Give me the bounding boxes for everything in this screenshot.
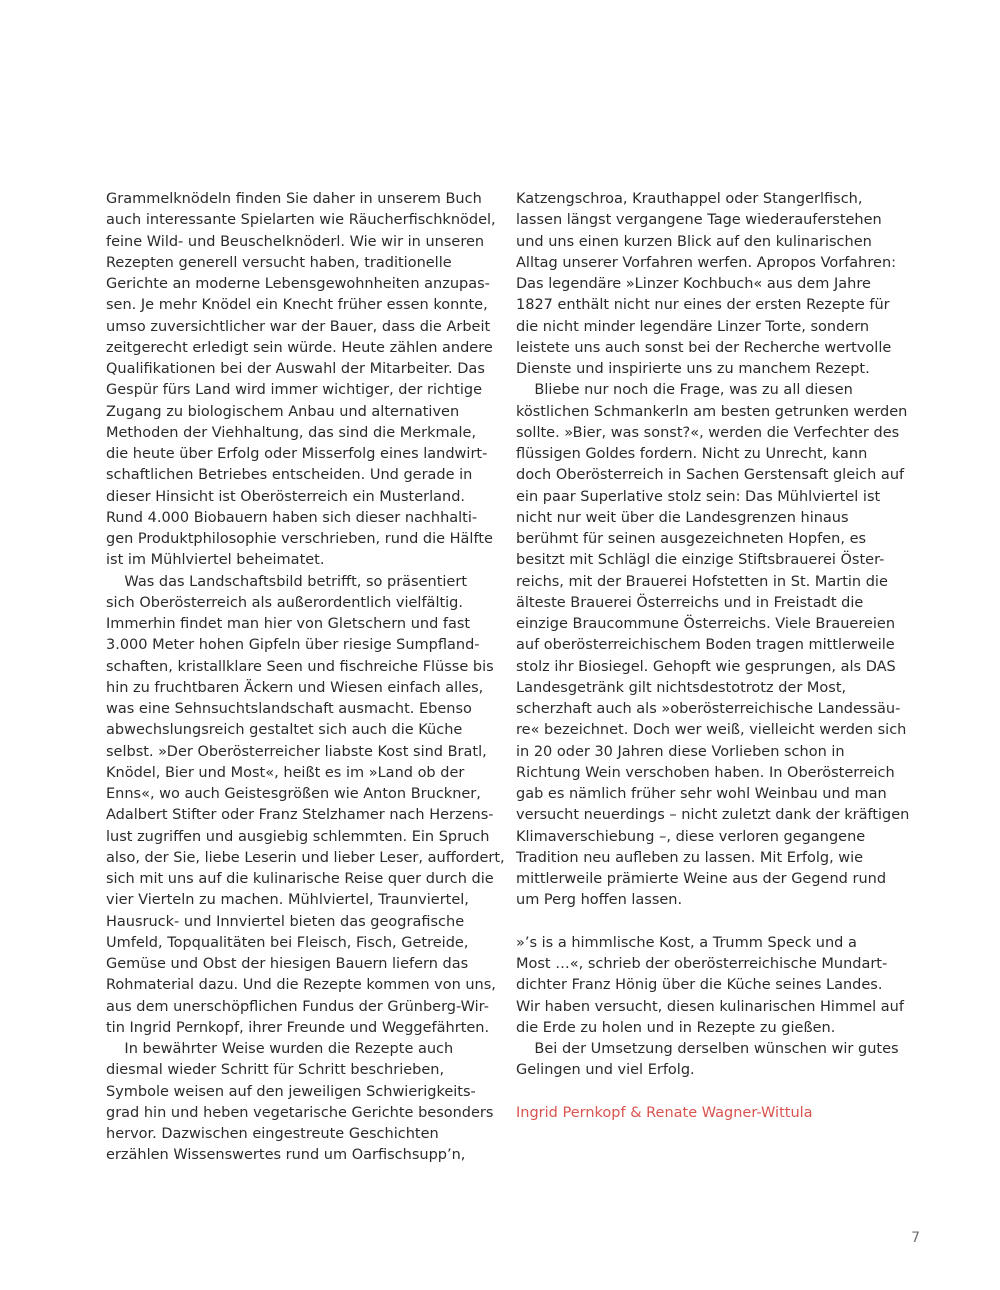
left_column-text-line: sich Oberösterreich als außerordentlich vielfältig. (106, 594, 463, 611)
left_column-text-line: Umfeld, Topqualitäten bei Fleisch, Fisch, Getreide, (106, 934, 469, 951)
left_column-text-line: hervor. Dazwischen eingestreute Geschichten (106, 1126, 439, 1142)
left_column-text-line: diesmal wieder Schritt für Schritt beschrieben, (106, 1062, 445, 1079)
left_column-text-line: In bewährter Weise wurden die Rezepte auch (106, 1041, 454, 1057)
right_column-text-line: Klimaverschiebung –, diese verloren gegangene (516, 828, 866, 845)
left_column-text-line: Gerichte an moderne Lebensgewohnheiten anzupas- (106, 276, 490, 292)
right_column-text-line: die Erde zu holen und in Rezepte zu gießen. (516, 1019, 836, 1036)
left_column-text-line: erzählen Wissenswertes rund um Oarfischsupp’n, (106, 1147, 466, 1164)
right_column-text-line: nicht nur weit über die Landesgrenzen hinaus (516, 509, 849, 526)
author-signature: Ingrid Pernkopf & Renate Wagner-Wittula (516, 1104, 813, 1121)
right_column-text-line: versucht neuerdings – nicht zuletzt dank der kräftigen (516, 807, 910, 824)
right_column-text-line: dichter Franz Hönig über die Küche seines Landes. (516, 977, 883, 994)
left_column-text-line: also, der Sie, liebe Leserin und lieber Leser, auffordert, (106, 849, 505, 866)
left_column-text-line: Zugang zu biologischem Anbau und alternativen (106, 403, 460, 420)
right_column-text-line: Bei der Umsetzung derselben wünschen wir gutes (516, 1041, 899, 1057)
right_column-text-line: Wir haben versucht, diesen kulinarischen Himmel auf (516, 998, 904, 1015)
right_column-text-line: ein paar Superlative stolz sein: Das Mühlviertel ist (516, 488, 881, 505)
right_column-text-line: lassen längst vergangene Tage wiederauferstehen (516, 212, 882, 229)
right_column-text-line: reichs, mit der Brauerei Hofstetten in St. Martin die (516, 573, 888, 590)
right_column-text-line: re« bezeichnet. Doch wer weiß, vielleicht werden sich (516, 722, 907, 739)
left_column-text-line: sen. Je mehr Knödel ein Knecht früher essen konnte, (106, 297, 488, 314)
page-number: 7 (911, 1230, 920, 1246)
left_column-text-line: umso zuversichtlicher war der Bauer, dass die Arbeit (106, 318, 491, 335)
left_column-text-line: Immerhin findet man hier von Gletschern und fast (106, 616, 471, 632)
left_column-text-line: schaftlichen Betriebes entscheiden. Und gerade in (106, 467, 473, 484)
left_column-text-line: grad hin und heben vegetarische Gerichte besonders (106, 1104, 494, 1121)
right_column-text-line: stolz ihr Biosiegel. Gehopft wie gesprungen, als DAS (516, 658, 896, 675)
right_column-text-line: besitzt mit Schlägl die einzige Stiftsbrauerei Öster- (516, 552, 885, 569)
right_column-text-line: in 20 oder 30 Jahren diese Vorlieben schon in (516, 743, 845, 760)
left_column-text-line: Rohmaterial dazu. Und die Rezepte kommen von uns, (106, 977, 496, 994)
left_column-text-line: hin zu fruchtbaren Äckern und Wiesen einfach alles, (106, 679, 484, 696)
right_column-text-line: »’s is a himmlische Kost, a Trumm Speck und a (516, 934, 857, 951)
right_column-text-line: Dienste und inspirierte uns zu manchem Rezept. (516, 361, 870, 377)
right_column-text-line: köstlichen Schmankerln am besten getrunken werden (516, 403, 908, 420)
right_column-text-line: Alltag unserer Vorfahren werfen. Apropos Vorfahren: (516, 254, 897, 271)
left_column-text-line: Adalbert Stifter oder Franz Stelzhamer nach Herzens- (106, 807, 494, 824)
left_column-text-line: Symbole weisen auf den jeweiligen Schwierigkeits- (106, 1083, 476, 1100)
right_column-text-line: leistete uns auch sonst bei der Recherche wertvolle (516, 339, 892, 356)
right-text-lines (516, 189, 908, 1103)
right_column-text-line: Gelingen und viel Erfolg. (516, 1062, 695, 1079)
right_column-text-line: sollte. »Bier, was sonst?«, werden die Verfechter des (516, 424, 900, 441)
right_column-text-line: Bliebe nur noch die Frage, was zu all diesen (516, 382, 853, 399)
right_column-text-line: und uns einen kurzen Blick auf den kulinarischen (516, 233, 872, 250)
right_column-blank-line (516, 1082, 908, 1103)
left_column-text-line: tin Ingrid Pernkopf, ihrer Freunde und Weggefährten. (106, 1019, 490, 1036)
left_column-text-line: zeitgerecht erledigt sein würde. Heute zählen andere (106, 339, 493, 356)
left_column-text-line: gen Produktphilosophie verschrieben, rund die Hälfte (106, 531, 493, 547)
left_column-text-line: Was das Landschaftsbild betrifft, so präsentiert (106, 573, 467, 590)
left_column-text-line: Gespür fürs Land wird immer wichtiger, der richtige (106, 382, 482, 399)
left_column-text-line: Grammelknödeln finden Sie daher in unserem Buch (106, 191, 482, 207)
left_column-text-line: vier Vierteln zu machen. Mühlviertel, Traunviertel, (106, 892, 469, 909)
left_column-text-line: sich mit uns auf die kulinarische Reise quer durch die (106, 871, 494, 887)
right-text-column (516, 189, 908, 1124)
left_column-text-line: Rezepten generell versucht haben, traditionelle (106, 254, 452, 271)
left_column-text-line: Gemüse und Obst der hiesigen Bauern liefern das (106, 956, 469, 972)
right_column-text-line: scherzhaft auch als »oberösterreichische Landessäu- (516, 701, 901, 717)
left_column-text-line: 3.000 Meter hohen Gipfeln über riesige Sumpfland- (106, 637, 480, 654)
right_column-text-line: Katzengschroa, Krauthappel oder Stangerlfisch, (516, 191, 863, 207)
left_column-text-line: Hausruck- und Innviertel bieten das geografische (106, 913, 465, 930)
right_column-text-line: Richtung Wein verschoben haben. In Oberösterreich (516, 764, 895, 781)
left_column-text-line: schaften, kristallklare Seen und fischreiche Flüsse bis (106, 658, 494, 675)
right_column-text-line: älteste Brauerei Österreichs und in Freistadt die (516, 594, 864, 611)
right_column-text-line: auf oberösterreichischem Boden tragen mittlerweile (516, 637, 895, 654)
right_column-text-line: einzige Braucommune Österreichs. Viele Brauereien (516, 616, 896, 632)
right_column-text-line: 1827 enthält nicht nur eines der ersten Rezepte für (516, 297, 890, 314)
left_column-text-line: lust zugriffen und ausgiebig schlemmten. Ein Spruch (106, 828, 490, 845)
right_column-text-line: Most …«, schrieb der oberösterreichische Mundart- (516, 956, 888, 972)
right_column-text-line: Das legendäre »Linzer Kochbuch« aus dem Jahre (516, 276, 871, 292)
left_column-text-line: aus dem unerschöpflichen Fundus der Grünberg-Wir- (106, 998, 489, 1015)
right_column-text-line: mittlerweile prämierte Weine aus der Gegend rund (516, 871, 887, 887)
left_column-text-line: dieser Hinsicht ist Oberösterreich ein Musterland. (106, 488, 466, 505)
left_column-text-line: was eine Sehnsuchtslandschaft ausmacht. Ebenso (106, 701, 472, 717)
left_column-text-line: Rund 4.000 Biobauern haben sich dieser nachhalti- (106, 509, 478, 526)
left_column-text-line: Knödel, Bier und Most«, heißt es im »Land ob der (106, 764, 465, 781)
left_column-text-line: Methoden der Viehhaltung, das sind die Merkmale, (106, 424, 477, 441)
left_column-text-line: abwechslungsreich gestaltet sich auch die Küche (106, 722, 463, 739)
right_column-text-line: um Perg hoffen lassen. (516, 892, 683, 909)
right_column-text-line: berühmt für seinen ausgezeichneten Hopfen, es (516, 531, 867, 547)
right_column-text-line: Tradition neu aufleben zu lassen. Mit Erfolg, wie (516, 849, 864, 866)
left-text-column (106, 189, 505, 1167)
left_column-text-line: Qualifikationen bei der Auswahl der Mitarbeiter. Das (106, 361, 485, 377)
right_column-text-line: gab es nämlich früher sehr wohl Weinbau und man (516, 786, 887, 802)
left_column-text-line: ist im Mühlviertel beheimatet. (106, 552, 325, 569)
right_column-text-line: die nicht minder legendäre Linzer Torte, sondern (516, 318, 870, 335)
right_column-text-line: flüssigen Goldes fordern. Nicht zu Unrecht, kann (516, 446, 868, 462)
right_column-text-line: doch Oberösterreich in Sachen Gerstensaft gleich auf (516, 467, 905, 484)
left_column-text-line: auch interessante Spielarten wie Räucherfischknödel, (106, 212, 496, 229)
right_column-blank-line (516, 912, 908, 933)
left_column-text-line: Enns«, wo auch Geistesgrößen wie Anton Bruckner, (106, 786, 481, 802)
left_column-text-line: feine Wild- und Beuschelknöderl. Wie wir in unseren (106, 233, 485, 250)
left_column-text-line: selbst. »Der Oberösterreicher liabste Kost sind Bratl, (106, 743, 487, 760)
left_column-text-line: die heute über Erfolg oder Misserfolg eines landwirt- (106, 446, 488, 462)
right_column-text-line: Landesgetränk gilt nichtsdestotrotz der Most, (516, 679, 847, 696)
